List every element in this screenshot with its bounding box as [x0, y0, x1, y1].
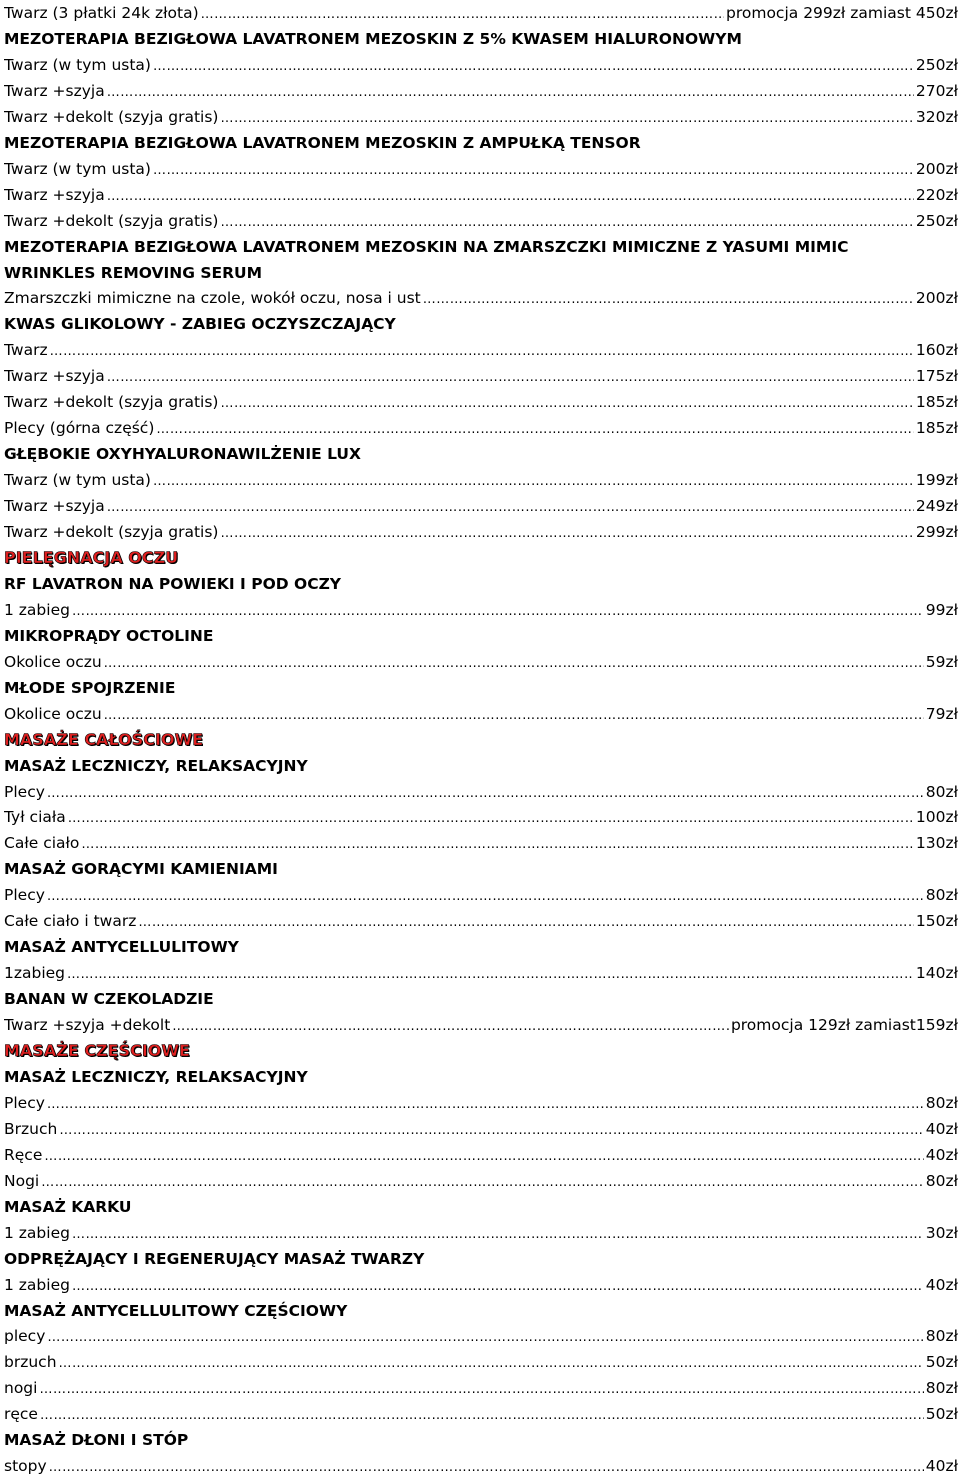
price-row: [4, 597, 958, 623]
price-row: [4, 779, 958, 805]
service-price: 160zł: [915, 341, 958, 360]
treatment-heading: GŁĘBOKIE OXYHYALURONAWILŻENIE LUX: [4, 445, 361, 464]
price-row: [4, 701, 958, 727]
service-price: 200zł: [915, 289, 958, 308]
price-row: [4, 337, 958, 363]
dot-leader: [67, 962, 914, 986]
service-label: Twarz +szyja +dekolt: [4, 1016, 171, 1035]
price-row: [4, 1323, 958, 1349]
dot-leader: [72, 1222, 924, 1246]
service-price: 130zł: [915, 834, 958, 853]
service-price: 40zł: [925, 1457, 958, 1476]
treatment-heading: MASAŻ DŁONI I STÓP: [4, 1431, 189, 1450]
price-row: [4, 415, 958, 441]
price-row: [4, 1090, 958, 1116]
treatment-heading: BANAN W CZEKOLADZIE: [4, 990, 214, 1009]
service-price: 185zł: [915, 393, 958, 412]
service-label: 1 zabieg: [4, 1223, 70, 1242]
treatment-heading: MEZOTERAPIA BEZIGŁOWA LAVATRONEM MEZOSKIN NA ZMARSZCZKI MIMICZNE Z YASUMI MIMIC: [4, 237, 849, 256]
service-price: 80zł: [925, 886, 958, 905]
service-label: Plecy: [4, 886, 45, 905]
service-label: Twarz +szyja: [4, 497, 105, 516]
service-label: Nogi: [4, 1171, 40, 1190]
price-row: [4, 182, 958, 208]
service-price: 220zł: [915, 185, 958, 204]
dot-leader: [47, 1092, 924, 1116]
price-row: [4, 1375, 958, 1401]
service-label: Całe ciało i twarz: [4, 912, 137, 931]
service-label: Twarz (w tym usta): [4, 159, 151, 178]
dot-leader: [39, 1377, 923, 1401]
treatment-heading: MEZOTERAPIA BEZIGŁOWA LAVATRONEM MEZOSKIN Z 5% KWASEM HIALURONOWYM: [4, 29, 742, 48]
service-price: 80zł: [925, 1379, 958, 1398]
dot-leader: [47, 781, 924, 805]
dot-leader: [153, 469, 914, 493]
service-label: Twarz +szyja: [4, 367, 105, 386]
price-row: [4, 1349, 958, 1375]
price-row: [4, 1168, 958, 1194]
dot-leader: [107, 80, 914, 104]
price-row: [4, 156, 958, 182]
service-label: Brzuch: [4, 1119, 58, 1138]
dot-leader: [47, 1325, 923, 1349]
treatment-heading: MŁODE SPOJRZENIE: [4, 678, 176, 697]
category-title: PIELĘGNACJA OCZU: [4, 547, 179, 567]
service-label: Tył ciała: [4, 808, 66, 827]
treatment-heading: MASAŻ KARKU: [4, 1197, 132, 1216]
dot-leader: [104, 703, 924, 727]
price-row: [4, 363, 958, 389]
service-price: 270zł: [915, 81, 958, 100]
treatment-heading: RF LAVATRON NA POWIEKI I POD OCZY: [4, 574, 342, 593]
service-label: Plecy: [4, 782, 45, 801]
service-price: 40zł: [925, 1275, 958, 1294]
dot-leader: [201, 2, 724, 26]
treatment-heading: MASAŻ LECZNICZY, RELAKSACYJNY: [4, 1067, 308, 1086]
service-label: Okolice oczu: [4, 704, 102, 723]
dot-leader: [220, 521, 913, 545]
service-price: 140zł: [915, 964, 958, 983]
price-row: [4, 1220, 958, 1246]
service-label: Okolice oczu: [4, 652, 102, 671]
dot-leader: [41, 1170, 924, 1194]
treatment-heading: MASAŻ LECZNICZY, RELAKSACYJNY: [4, 756, 308, 775]
dot-leader: [153, 54, 914, 78]
price-row: [4, 804, 958, 830]
service-price: promocja 129zł zamiast159zł: [730, 1016, 958, 1035]
price-row: [4, 389, 958, 415]
service-price: 80zł: [925, 1171, 958, 1190]
dot-leader: [59, 1118, 923, 1142]
service-label: Zmarszczki mimiczne na czole, wokół oczu, nosa i ust: [4, 289, 421, 308]
service-price: 100zł: [915, 808, 958, 827]
service-label: nogi: [4, 1379, 38, 1398]
service-price: 50zł: [925, 1405, 958, 1424]
service-price: 250zł: [915, 211, 958, 230]
service-label: Plecy (górna część): [4, 419, 155, 438]
service-label: Twarz +szyja: [4, 185, 105, 204]
service-price: 150zł: [915, 912, 958, 931]
dot-leader: [72, 599, 924, 623]
service-price: 50zł: [925, 1353, 958, 1372]
dot-leader: [107, 495, 914, 519]
price-row: [4, 1142, 958, 1168]
service-label: Ręce: [4, 1145, 43, 1164]
dot-leader: [220, 391, 913, 415]
dot-leader: [172, 1014, 729, 1038]
service-price: 250zł: [915, 55, 958, 74]
price-row: [4, 493, 958, 519]
service-label: Twarz (w tym usta): [4, 55, 151, 74]
dot-leader: [72, 1274, 924, 1298]
service-label: plecy: [4, 1327, 46, 1346]
dot-leader: [49, 1455, 924, 1479]
service-price: 200zł: [915, 159, 958, 178]
dot-leader: [81, 832, 913, 856]
price-row: [4, 1401, 958, 1427]
service-price: 80zł: [925, 1327, 958, 1346]
dot-leader: [47, 884, 924, 908]
dot-leader: [50, 339, 914, 363]
service-price: 80zł: [925, 782, 958, 801]
service-label: 1zabieg: [4, 964, 66, 983]
price-row: [4, 78, 958, 104]
dot-leader: [107, 365, 914, 389]
dot-leader: [40, 1403, 924, 1427]
treatment-heading: MIKROPRĄDY OCTOLINE: [4, 626, 214, 645]
service-label: Twarz (w tym usta): [4, 471, 151, 490]
dot-leader: [104, 651, 924, 675]
price-row: [4, 519, 958, 545]
service-label: Twarz (3 płatki 24k złota): [4, 4, 199, 22]
price-row: [4, 830, 958, 856]
dot-leader: [156, 417, 913, 441]
service-price: 185zł: [915, 419, 958, 438]
service-label: Twarz +dekolt (szyja gratis): [4, 393, 219, 412]
treatment-heading: MASAŻ ANTYCELLULITOWY CZĘŚCIOWY: [4, 1301, 348, 1320]
service-price: 40zł: [925, 1119, 958, 1138]
treatment-heading: ODPRĘŻAJĄCY I REGENERUJĄCY MASAŻ TWARZY: [4, 1249, 425, 1268]
price-row: [4, 1453, 958, 1479]
service-price: 59zł: [925, 652, 958, 671]
service-label: stopy: [4, 1457, 47, 1476]
treatment-heading: MASAŻ GORĄCYMI KAMIENIAMI: [4, 860, 278, 879]
category-title: MASAŻE CAŁOŚCIOWE: [4, 729, 204, 749]
service-label: 1 zabieg: [4, 1275, 70, 1294]
service-price: 79zł: [925, 704, 958, 723]
service-price: 199zł: [915, 471, 958, 490]
price-row: [4, 104, 958, 130]
service-label: Twarz +dekolt (szyja gratis): [4, 107, 219, 126]
service-label: Twarz: [4, 341, 48, 360]
service-label: Plecy: [4, 1093, 45, 1112]
service-price: promocja 299zł zamiast 450zł: [726, 4, 958, 22]
service-price: 320zł: [915, 107, 958, 126]
treatment-heading: KWAS GLIKOLOWY - ZABIEG OCZYSZCZAJĄCY: [4, 315, 396, 334]
dot-leader: [59, 1351, 924, 1375]
service-price: 40zł: [925, 1145, 958, 1164]
price-row: [4, 1012, 958, 1038]
treatment-heading: WRINKLES REMOVING SERUM: [4, 263, 263, 282]
service-label: Twarz +dekolt (szyja gratis): [4, 523, 219, 541]
price-row: [4, 467, 958, 493]
price-row: [4, 908, 958, 934]
service-price: 175zł: [915, 367, 958, 386]
service-label: Twarz +szyja: [4, 81, 105, 100]
price-row: [4, 285, 958, 311]
service-label: ręce: [4, 1405, 38, 1424]
service-price: 299zł: [915, 523, 958, 541]
price-row: [4, 52, 958, 78]
price-row: [4, 1116, 958, 1142]
treatment-heading: MEZOTERAPIA BEZIGŁOWA LAVATRONEM MEZOSKIN Z AMPUŁKĄ TENSOR: [4, 133, 641, 152]
service-label: Całe ciało: [4, 834, 80, 853]
price-row: [4, 0, 958, 26]
service-price: 80zł: [925, 1093, 958, 1112]
service-label: brzuch: [4, 1353, 57, 1372]
price-row: [4, 1272, 958, 1298]
dot-leader: [68, 806, 914, 830]
price-row: [4, 882, 958, 908]
price-row: [4, 960, 958, 986]
dot-leader: [44, 1144, 923, 1168]
dot-leader: [107, 184, 914, 208]
service-price: 249zł: [915, 497, 958, 516]
treatment-heading: MASAŻ ANTYCELLULITOWY: [4, 938, 239, 957]
dot-leader: [220, 106, 913, 130]
service-price: 99zł: [925, 600, 958, 619]
price-row: [4, 649, 958, 675]
dot-leader: [220, 210, 913, 234]
service-price: 30zł: [925, 1223, 958, 1242]
dot-leader: [153, 158, 914, 182]
service-label: 1 zabieg: [4, 600, 70, 619]
category-title: MASAŻE CZĘŚCIOWE: [4, 1041, 190, 1060]
price-row: [4, 208, 958, 234]
dot-leader: [138, 910, 914, 934]
service-label: Twarz +dekolt (szyja gratis): [4, 211, 219, 230]
dot-leader: [423, 287, 914, 311]
